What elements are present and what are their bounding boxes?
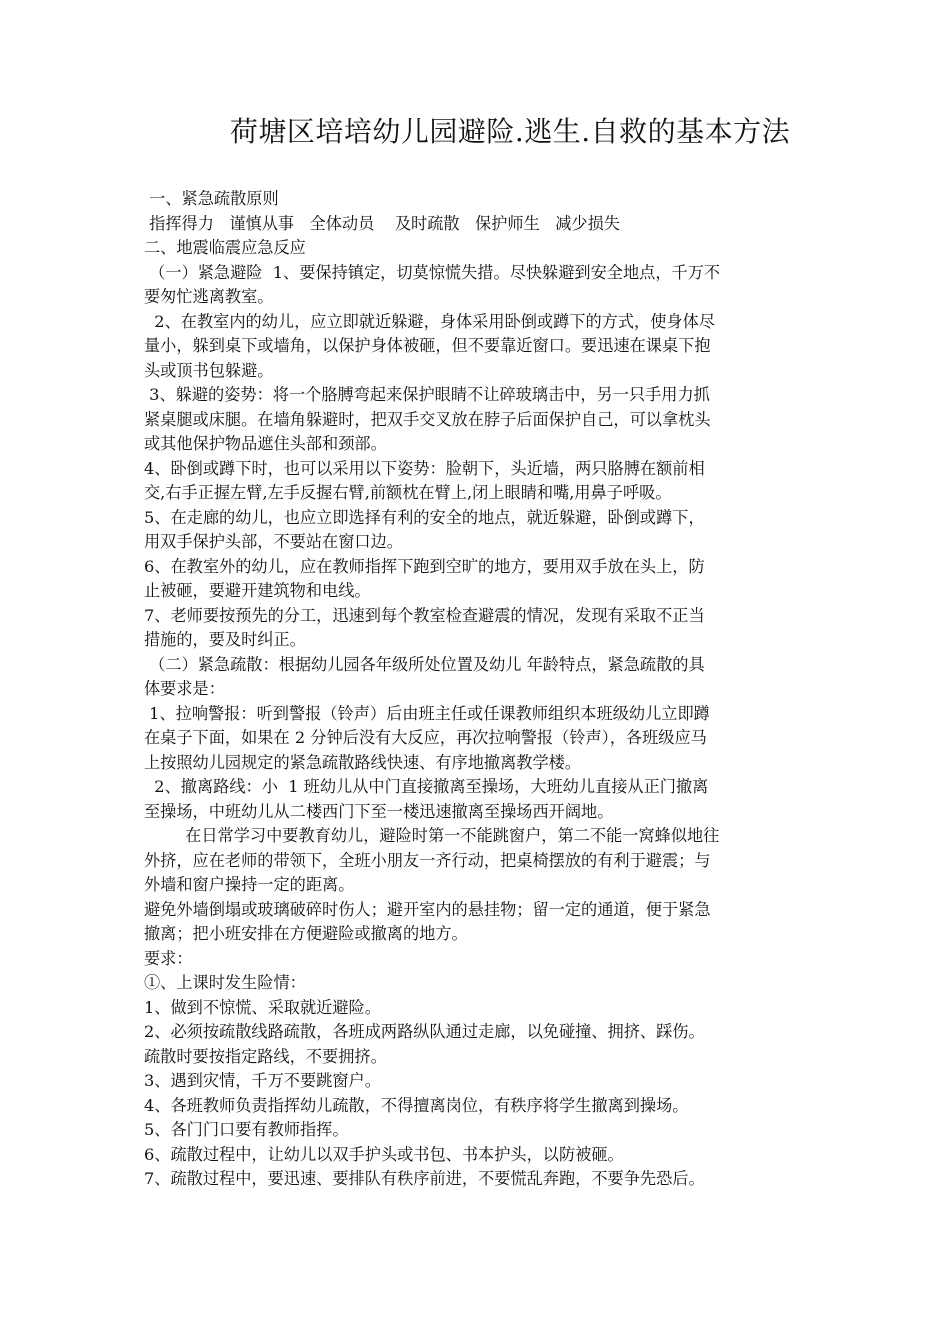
body-line: （二）紧急疏散：根据幼儿园各年级所处位置及幼儿 年龄特点，紧急疏散的具 — [144, 654, 705, 674]
body-line: 交,右手正握左臂,左手反握右臂,前额枕在臂上,闭上眼睛和嘴,用鼻子呼吸。 — [144, 483, 672, 502]
body-line: 要求： — [144, 948, 193, 968]
body-line: 4、各班教师负责指挥幼儿疏散，不得擅离岗位，有秩序将学生撤离到操场。 — [144, 1095, 689, 1115]
body-line: 指挥得力 谨慎从事 全体动员 及时疏散 保护师生 减少损失 — [144, 213, 620, 233]
body-line: 3、躲避的姿势：将一个胳膊弯起来保护眼睛不让碎玻璃击中，另一只手用力抓 — [144, 385, 710, 404]
body-line: 7、老师要按预先的分工，迅速到每个教室检查避震的情况，发现有采取不正当 — [144, 605, 705, 625]
body-line: 7、疏散过程中，要迅速、要排队有秩序前进，不要慌乱奔跑，不要争先恐后。 — [144, 1169, 705, 1188]
body-line: 紧桌腿或床腿。在墙角躲避时，把双手交叉放在脖子后面保护自己，可以拿枕头 — [144, 409, 711, 429]
body-line: 1、做到不惊慌、采取就近避险。 — [144, 997, 381, 1017]
body-line: 疏散时要按指定路线，不要拥挤。 — [144, 1046, 387, 1066]
document-body — [144, 187, 812, 1192]
body-line: 2、撤离路线：小 1 班幼儿从中门直接撤离至操场，大班幼儿直接从正门撤离 — [144, 777, 709, 796]
body-line: 5、在走廊的幼儿，也应立即选择有利的安全的地点，就近躲避，卧倒或蹲下， — [144, 507, 705, 527]
body-line: 2、在教室内的幼儿，应立即就近躲避，身体采用卧倒或蹲下的方式，使身体尽 — [144, 311, 715, 331]
body-line: 措施的，要及时纠正。 — [144, 630, 306, 649]
body-line: 头或顶书包躲避。 — [144, 360, 274, 380]
body-line: 在桌子下面，如果在 2 分钟后没有大反应，再次拉响警报（铃声），各班级应马 — [144, 728, 707, 747]
body-line: 要匆忙逃离教室。 — [144, 287, 274, 306]
body-line: 止被砸，要避开建筑物和电线。 — [144, 581, 371, 600]
body-line: 撤离；把小班安排在方便避险或撤离的地方。 — [144, 924, 468, 943]
body-line: 避免外墙倒塌或玻璃破碎时伤人；避开室内的悬挂物；留一定的通道，便于紧急 — [144, 899, 711, 919]
body-line: 或其他保护物品遮住头部和颈部。 — [144, 434, 387, 453]
body-line: 6、疏散过程中，让幼儿以双手护头或书包、书本护头，以防被砸。 — [144, 1144, 624, 1164]
body-line: （一）紧急避险 1、要保持镇定，切莫惊慌失措。尽快躲避到安全地点，千万不 — [144, 262, 721, 282]
body-line: 在日常学习中要教育幼儿，避险时第一不能跳窗户，第二不能一窝蜂似地往 — [144, 826, 720, 845]
body-line: 外墙和窗户操持一定的距离。 — [144, 875, 355, 894]
body-line: 一、紧急疏散原则 — [144, 189, 279, 208]
body-line: 6、在教室外的幼儿，应在教师指挥下跑到空旷的地方，要用双手放在头上，防 — [144, 556, 705, 576]
body-line: ①、上课时发生险情： — [144, 973, 306, 992]
document-title: 荷塘区培培幼儿园避险.逃生.自救的基本方法 — [229, 115, 791, 148]
body-line: 二、地震临震应急反应 — [144, 238, 306, 257]
body-line: 2、必须按疏散线路疏散，各班成两路纵队通过走廊，以免碰撞、拥挤、踩伤。 — [144, 1022, 705, 1041]
body-line: 体要求是： — [144, 679, 225, 698]
body-line: 4、卧倒或蹲下时，也可以采用以下姿势：脸朝下，头近墙，两只胳膊在额前相 — [144, 458, 705, 478]
body-line: 外挤，应在老师的带领下，全班小朋友一齐行动，把桌椅摆放的有利于避震；与 — [144, 850, 711, 870]
body-line: 用双手保护头部，不要站在窗口边。 — [144, 532, 403, 551]
body-line: 至操场，中班幼儿从二楼西门下至一楼迅速撤离至操场西开阔地。 — [144, 801, 614, 821]
body-line: 上按照幼儿园规定的紧急疏散路线快速、有序地撤离教学楼。 — [144, 752, 582, 772]
body-line: 量小，躲到桌下或墙角，以保护身体被砸，但不要靠近窗口。要迅速在课桌下抱 — [144, 336, 711, 355]
body-line: 1、拉响警报：听到警报（铃声）后由班主任或任课教师组织本班级幼儿立即蹲 — [144, 703, 710, 723]
body-line: 5、各门门口要有教师指挥。 — [144, 1120, 349, 1139]
body-line: 3、遇到灾情，千万不要跳窗户。 — [144, 1071, 381, 1090]
